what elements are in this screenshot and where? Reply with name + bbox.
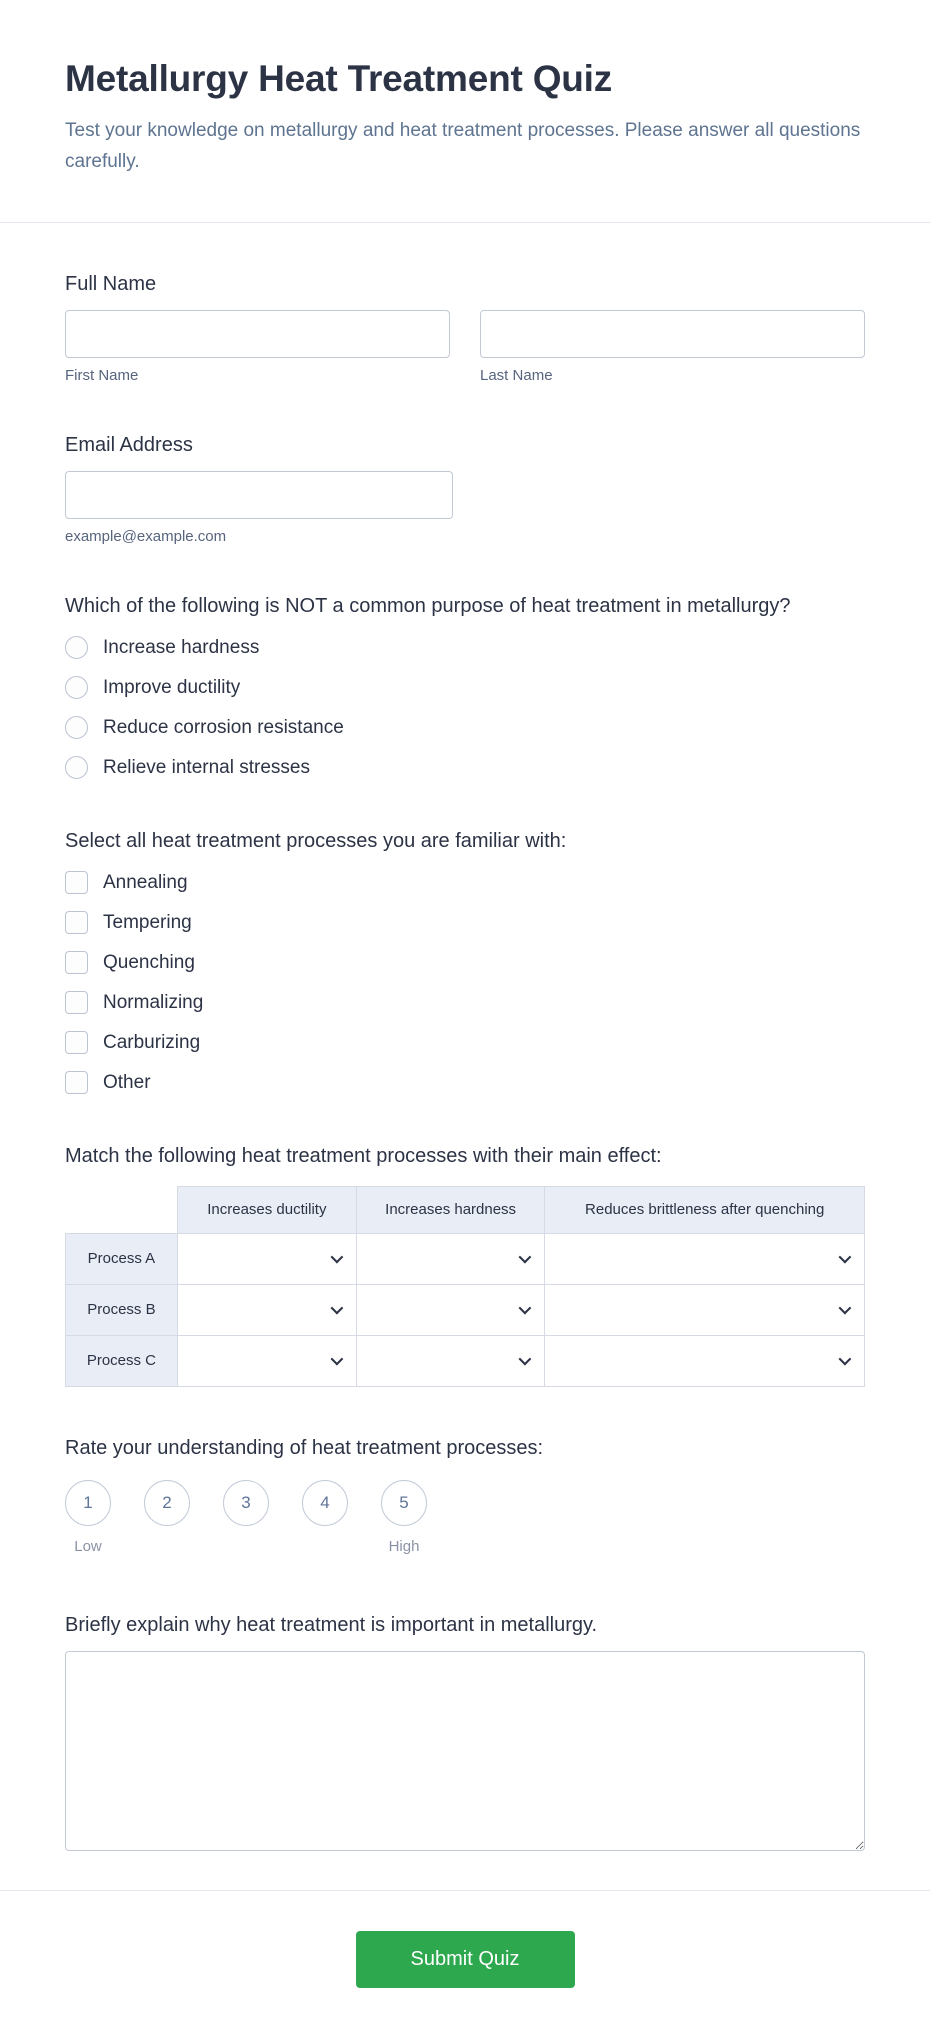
matrix-question-label: Match the following heat treatment processes with their main effect: bbox=[65, 1144, 662, 1167]
chevron-down-icon bbox=[839, 1251, 852, 1264]
checkbox-option-label: Quenching bbox=[103, 951, 195, 973]
scale-item bbox=[223, 1480, 269, 1556]
form-body bbox=[0, 223, 930, 1856]
matrix-col-header: Increases hardness bbox=[356, 1186, 545, 1233]
matrix-row bbox=[66, 1335, 865, 1386]
scale-item bbox=[381, 1480, 427, 1556]
matrix-col-header: Increases ductility bbox=[177, 1186, 356, 1233]
textarea-question bbox=[65, 1614, 865, 1856]
chevron-down-icon bbox=[839, 1353, 852, 1366]
scale-high-label: High bbox=[388, 1537, 420, 1555]
checkbox-icon[interactable] bbox=[65, 951, 88, 974]
radio-button-icon[interactable] bbox=[65, 716, 88, 739]
matrix-row-header: Process A bbox=[66, 1233, 178, 1284]
form-header bbox=[0, 0, 930, 222]
radio-option[interactable] bbox=[65, 716, 865, 740]
checkbox-option[interactable] bbox=[65, 991, 865, 1015]
matrix-select[interactable] bbox=[178, 1285, 356, 1335]
last-name-input[interactable] bbox=[480, 310, 865, 358]
checkbox-icon[interactable] bbox=[65, 911, 88, 934]
checkbox-option[interactable] bbox=[65, 911, 865, 935]
checkbox-option-label: Normalizing bbox=[103, 991, 204, 1013]
radio-button-icon[interactable] bbox=[65, 756, 88, 779]
scale-option-3[interactable]: 3 bbox=[223, 1480, 269, 1526]
radio-option-label: Improve ductility bbox=[103, 676, 241, 698]
matrix-select[interactable] bbox=[545, 1234, 864, 1284]
first-name-input[interactable] bbox=[65, 310, 450, 358]
checkbox-icon[interactable] bbox=[65, 1031, 88, 1054]
radio-button-icon[interactable] bbox=[65, 676, 88, 699]
chevron-down-icon bbox=[330, 1302, 343, 1315]
matrix-select[interactable] bbox=[357, 1234, 545, 1284]
radio-question bbox=[65, 595, 865, 780]
chevron-down-icon bbox=[519, 1353, 532, 1366]
scale-option-1[interactable]: 1 bbox=[65, 1480, 111, 1526]
form-subtitle: Test your knowledge on metallurgy and heat treatment processes. Please answer all questions carefully. bbox=[65, 120, 861, 172]
email-field bbox=[65, 434, 865, 545]
checkbox-option[interactable] bbox=[65, 1031, 865, 1055]
checkbox-question bbox=[65, 830, 865, 1095]
scale-item bbox=[65, 1480, 111, 1556]
scale-item bbox=[302, 1480, 348, 1556]
matrix-select[interactable] bbox=[178, 1234, 356, 1284]
checkbox-option-label: Other bbox=[103, 1071, 151, 1093]
scale-question-label: Rate your understanding of heat treatment processes: bbox=[65, 1436, 544, 1459]
first-name-sublabel: First Name bbox=[65, 366, 139, 384]
form-title: Metallurgy Heat Treatment Quiz bbox=[65, 58, 613, 99]
scale-option-5[interactable]: 5 bbox=[381, 1480, 427, 1526]
radio-option-label: Relieve internal stresses bbox=[103, 756, 310, 778]
checkbox-icon[interactable] bbox=[65, 991, 88, 1014]
email-sublabel: example@example.com bbox=[65, 527, 227, 545]
chevron-down-icon bbox=[330, 1251, 343, 1264]
radio-option-label: Increase hardness bbox=[103, 636, 260, 658]
checkbox-option-label: Annealing bbox=[103, 871, 188, 893]
checkbox-icon[interactable] bbox=[65, 1071, 88, 1094]
email-input[interactable] bbox=[65, 471, 453, 519]
matrix-question bbox=[65, 1145, 865, 1387]
form-footer bbox=[0, 1891, 930, 2044]
radio-option[interactable] bbox=[65, 756, 865, 780]
fullname-label: Full Name bbox=[65, 272, 157, 295]
matrix-row-header: Process C bbox=[66, 1335, 178, 1386]
matrix-row bbox=[66, 1233, 865, 1284]
chevron-down-icon bbox=[519, 1302, 532, 1315]
chevron-down-icon bbox=[839, 1302, 852, 1315]
fullname-field bbox=[65, 273, 865, 384]
radio-button-icon[interactable] bbox=[65, 636, 88, 659]
scale-option-4[interactable]: 4 bbox=[302, 1480, 348, 1526]
matrix-table bbox=[65, 1186, 865, 1387]
matrix-select[interactable] bbox=[178, 1336, 356, 1386]
matrix-col-header: Reduces brittleness after quenching bbox=[545, 1186, 865, 1233]
checkbox-option-label: Carburizing bbox=[103, 1031, 201, 1053]
textarea-question-label: Briefly explain why heat treatment is important in metallurgy. bbox=[65, 1613, 598, 1636]
radio-option-label: Reduce corrosion resistance bbox=[103, 716, 344, 738]
checkbox-option[interactable] bbox=[65, 951, 865, 975]
checkbox-icon[interactable] bbox=[65, 871, 88, 894]
email-label: Email Address bbox=[65, 433, 193, 456]
radio-question-label: Which of the following is NOT a common purpose of heat treatment in metallurgy? bbox=[65, 594, 791, 617]
matrix-select[interactable] bbox=[545, 1336, 864, 1386]
checkbox-question-label: Select all heat treatment processes you are familiar with: bbox=[65, 829, 567, 852]
scale-question bbox=[65, 1437, 865, 1556]
chevron-down-icon bbox=[330, 1353, 343, 1366]
matrix-select[interactable] bbox=[357, 1285, 545, 1335]
matrix-row-header: Process B bbox=[66, 1284, 178, 1335]
matrix-corner bbox=[66, 1186, 178, 1233]
last-name-sublabel: Last Name bbox=[480, 366, 553, 384]
chevron-down-icon bbox=[519, 1251, 532, 1264]
matrix-select[interactable] bbox=[357, 1336, 545, 1386]
explanation-textarea[interactable] bbox=[65, 1651, 865, 1851]
checkbox-option[interactable] bbox=[65, 871, 865, 895]
checkbox-option[interactable] bbox=[65, 1071, 865, 1095]
radio-option[interactable] bbox=[65, 676, 865, 700]
submit-button[interactable]: Submit Quiz bbox=[356, 1931, 575, 1988]
scale-item bbox=[144, 1480, 190, 1556]
matrix-row bbox=[66, 1284, 865, 1335]
scale-low-label: Low bbox=[74, 1537, 102, 1555]
matrix-select[interactable] bbox=[545, 1285, 864, 1335]
checkbox-option-label: Tempering bbox=[103, 911, 192, 933]
scale-option-2[interactable]: 2 bbox=[144, 1480, 190, 1526]
radio-option[interactable] bbox=[65, 636, 865, 660]
